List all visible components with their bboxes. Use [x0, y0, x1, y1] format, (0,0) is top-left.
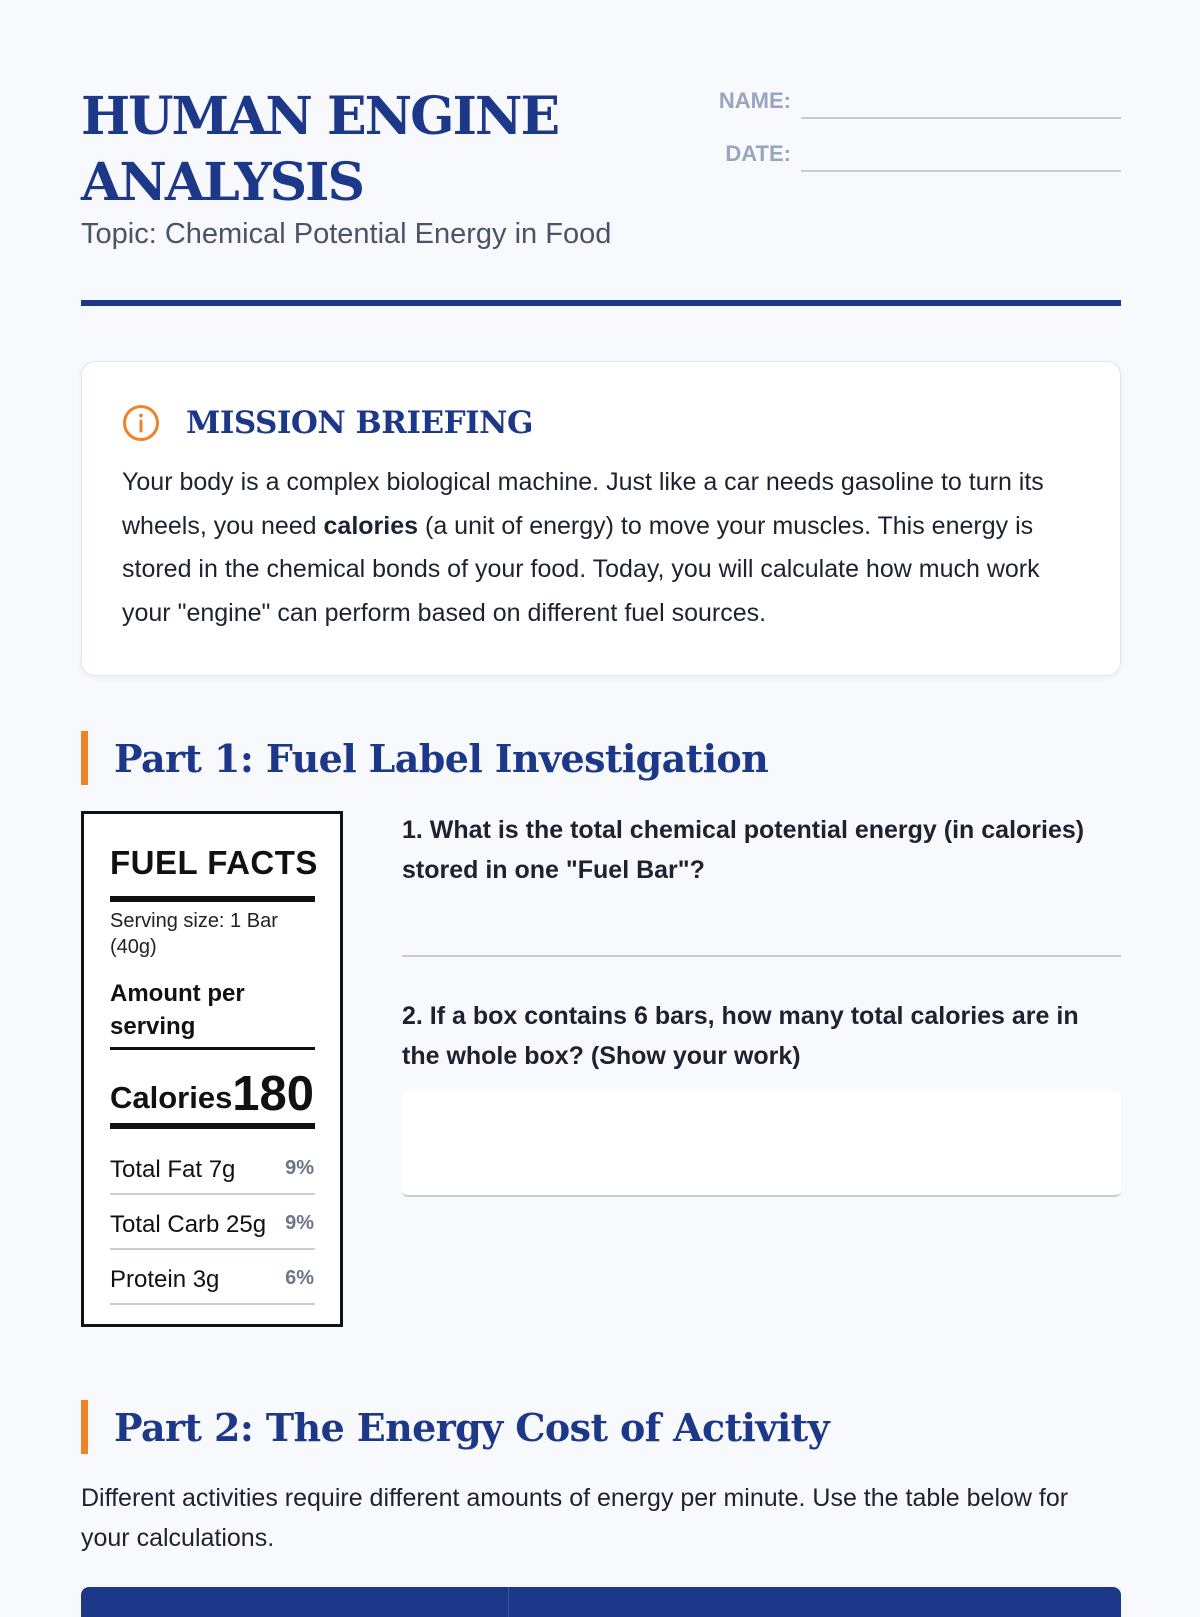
briefing-text-part: Your body is a complex biological machine. Just like a car needs gasoline to turn its wheels, you need	[122, 468, 1044, 540]
amount-per-serving: Amount per serving	[110, 980, 245, 1040]
fuel-facts-label	[81, 811, 343, 1327]
calories-label: Calories	[110, 1080, 233, 1115]
section-accent-bar	[81, 731, 88, 785]
date-field[interactable]	[801, 170, 1121, 172]
question-1-answer-line[interactable]	[402, 955, 1121, 957]
briefing-bold-term: calories	[323, 511, 419, 540]
nutrient-name: Protein 3g	[110, 1266, 220, 1293]
part2-header	[81, 1399, 829, 1455]
question-1: 1. What is the total chemical potential energy (in calories) stored in one "Fuel Bar"?	[402, 816, 1085, 884]
part2-title: Part 2: The Energy Cost of Activity	[114, 1404, 830, 1450]
nutrient-daily-value: 9%	[285, 1157, 314, 1179]
question-2-work-box[interactable]	[402, 1091, 1121, 1197]
header-divider	[81, 300, 1121, 306]
mission-briefing-title: MISSION BRIEFING	[186, 405, 533, 441]
facts-row-divider	[110, 1303, 315, 1305]
nutrient-name: Total Carb 25g	[110, 1211, 267, 1238]
calories-value: 180	[232, 1067, 314, 1121]
serving-size: Serving size: 1 Bar (40g)	[110, 910, 278, 958]
name-label: NAME:	[718, 88, 791, 113]
activity-table-header	[81, 1587, 1121, 1617]
mission-briefing-header	[122, 404, 533, 442]
nutrient-daily-value: 6%	[285, 1267, 314, 1289]
fuel-facts-title: FUEL FACTS	[110, 844, 318, 881]
facts-divider	[110, 1123, 315, 1129]
facts-row-divider	[110, 1193, 315, 1195]
date-label: DATE:	[725, 141, 791, 166]
part1-title: Part 1: Fuel Label Investigation	[114, 735, 769, 781]
facts-divider	[110, 1047, 315, 1050]
mission-briefing-text	[122, 461, 1082, 635]
nutrient-name: Total Fat 7g	[110, 1156, 236, 1183]
facts-row-divider	[110, 1248, 315, 1250]
part2-description: Different activities require different amounts of energy per minute. Use the table below for your calculations.	[81, 1484, 1069, 1552]
section-accent-bar	[81, 1400, 88, 1454]
part1-header	[81, 730, 768, 786]
topic-subtitle: Topic: Chemical Potential Energy in Food	[81, 218, 612, 250]
table-column-divider	[508, 1587, 509, 1617]
facts-divider	[110, 896, 315, 902]
nutrient-daily-value: 9%	[285, 1212, 314, 1234]
info-icon	[122, 404, 160, 442]
name-field[interactable]	[801, 117, 1121, 119]
question-2: 2. If a box contains 6 bars, how many total calories are in the whole box? (Show your work)	[402, 1002, 1079, 1070]
briefing-text-part: (a unit of energy) to move your muscles. This energy is stored in the chemical bonds of your food. Today, you will calculate how much work your "engine" can perform based on different fuel sources.	[122, 511, 1040, 627]
page-title: HUMAN ENGINE ANALYSIS	[81, 86, 559, 213]
